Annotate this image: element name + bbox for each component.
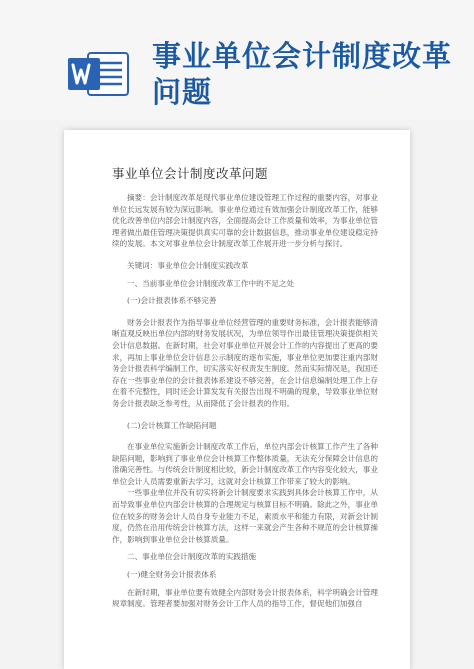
subsection-heading-2: (二)会计核算工作缺陷问题 [127,420,217,430]
section-heading-2: 二、事业单位会计制度改革的实践措施 [127,552,257,562]
abstract-paragraph: 摘要：会计制度改革是现代事业单位建设管理工作过程的重要内容，对事业单位长远发展有较为深远影响。事业单位通过有效加强会计制度改革工作，能够优化改善单位内部会计制度内容，全面提高会计工作质量和效率，为事业单位管理者做出最佳管理决策提供真实可靠的会计数据信息，推动事业单位建设稳定持续的发展。本文对事业单位会计制度改革工作展开进一步分析与探讨。 [112,193,378,249]
document-preview-header [0,0,474,120]
document-page [64,130,410,669]
body-paragraph-1: 财务会计报表作为指导事业单位经营管理的重要财务标准，会计报表能够清晰直观反映出单位内部的财务发展状况，为单位领导作出最佳管理决策提供相关会计信息数据。在新时期，社会对事业单位开展会计工作的内容提出了更高的要求，再加上事业单位会计信息公示制度的逐布实施，事业单位更加要注重内部财务会计报表科学编制工作，切实落实好权责发生制度。然而实际情况是，我国还存在一些事业单位的会计报表体系建设不够完善，在会计信息编制处理工作上存在着不完整性，同时还会计算发发有关报告出现不明确的现象，导致事业单位财务会计报表缺乏参考性，从而降低了会计报表的作用。 [112,317,378,408]
body-paragraph-2: 在事业单位实施新会计制度改革工作后，单位内部会计核算工作产生了各种缺陷问题，影响到了事业单位会计核算工作整体质量，无法充分保障会计信息的准确完善性。与传统会计制度相比较，新会计制度改革工作内容变化较大，事业单位会计人员需要重新去学习，这就对会计核算工作带来了较大的影响。 [112,442,378,486]
preview-title-line-1: 事业单位会计制度改革 [152,39,453,73]
preview-title-line-2: 问题 [152,75,213,109]
document-body [112,192,378,610]
document-title: 事业单位会计制度改革问题 [112,166,269,181]
subsection-heading-3: (一)健全财务会计报表体系 [127,570,217,580]
keywords-line: 关键词：事业单位会计制度实践改革 [127,260,249,270]
section-heading-1: 一、当前事业单位会计制度改革工作中的不足之处 [127,278,295,288]
body-paragraph-2-continued: 一些事业单位并没有切实将新会计制度要求实践到具体会计核算工作中，从而导致事业单位内部会计核算的合理规定与核算目标不明确。除此之外，事业单位在较多的财务会计人员自身专业能力不足，素质水平和能力有限，对新会计制度，仍然在沿用传统会计核算方法，这样一来就会产生各种不规范的会计核算操作，影响到事业单位会计核算质量。 [112,488,378,544]
body-paragraph-3: 在新时期，事业单位要有效健全内部财务会计报表体系，科学明确会计管理规章制度。管理者要加强对财务会计工作人员的指导工作，督促他们加强自 [112,587,378,609]
subsection-heading-1: (一)会计报表体系不够完善 [127,296,217,306]
word-document-icon [66,50,132,98]
